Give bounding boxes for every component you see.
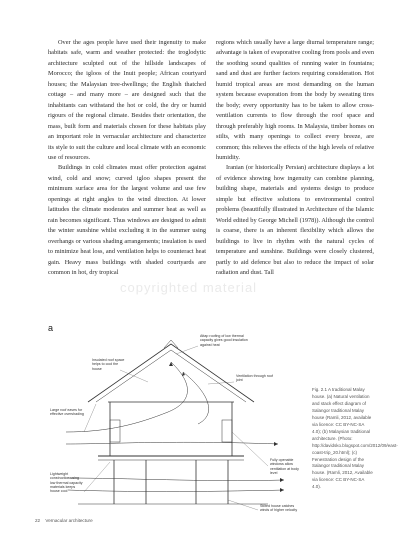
annotation-lightweight-construction: Lightweight construction using low thermal capacity materials keeps house cool bbox=[50, 472, 83, 494]
figure-caption: Fig. 2.1 A traditional Malay house. (a) Natural ventilation and stack effect diagram of Salangor traditional Malay house (Ramli, 2012, available via licence: CC BY-NC-SA 4.0); (b) Malaysian traditional architecture. (Photo: http://davidsko.blogspot.com/2012/09/east-coast-trip_20.html); (c) Fenestration design of the Salangor traditional Malay house. (Ramli, 2012, Available via licence: CC BY-NC-SA 4.0). bbox=[312, 387, 398, 490]
body-paragraph: regions which usually have a large diurnal temperature range; advantage is taken of evaporative cooling from pools and even the soothing sound qualities of running water in fountains; sand and dust are further factors requiring consideration. Hot humid tropical areas are most demanding on the human system because evaporation from the body by sweating tires the body; every opportunity has to be taken to allow cross-ventilation currents to flow through the roof space and through preferably high rooms. In Malaysia, timber homes on stilts, with many openings to collect every breeze, are common; this relieves the effects of the high levels of relative humidity. bbox=[216, 39, 374, 161]
house-section-drawing bbox=[48, 332, 306, 520]
annotation-insulated-roof: Insulated roof space helps to cool the house bbox=[92, 358, 125, 371]
page-number: 22 bbox=[35, 518, 41, 523]
annotation-large-eaves: Large roof eaves for effective overshading bbox=[50, 408, 84, 417]
annotation-openable-windows: Fully openable windows allow ventilation at body level bbox=[270, 458, 299, 475]
annotation-attap-roofing: Attap roofing of low thermal capacity gives good insulation against heat bbox=[200, 334, 248, 347]
roof-outline bbox=[88, 344, 254, 402]
text-column-right bbox=[216, 38, 374, 278]
watermark: copyrighted material bbox=[120, 280, 258, 295]
body-paragraph: Over the ages people have used their ingenuity to make habitats safe, warm and weather protected: the troglodytic architecture sculpted out of the hillside landscapes of Morocco; the igloos of the Inuit people; African courtyard houses; the Malaysian tree-dwellings; the English thatched cottage – and many more – are designed such that the inhabitants can withstand the hot or cold, the dry or humid rigours of the regional climate. Besides their orientation, the mass, built form and materials chosen for these habitats play an important role in vernacular architecture and characterize its style to suit the culture and local climate with an economic use of resources. bbox=[48, 39, 206, 161]
body-paragraph: Buildings in cold climates must offer protection against wind, cold and snow; curved igloo shapes present the minimum surface area for the largest volume and use few openings at right angles to the wind direction. At lower latitudes the climate moderates and summer heat as well as rain becomes significant. Thus windows are designed to admit the winter sunshine whilst excluding it in the summer using overhangs or various shading arrangements; insulation is used to minimize heat loss, and ventilation helps to counteract heat gain. Heavy mass buildings with shaded courtyards are common in hot, dry tropical bbox=[48, 164, 206, 276]
body-paragraph: Iranian (or historically Persian) architecture displays a lot of evidence showing how ingenuity can combine planning, building shape, materials and systems design to produce simple but effective solutions to environmental control problems (beautifully illustrated in Architecture of the Islamic World edited by George Michell (1978)). Although the control is coarse, there is an inherent flexibility which allows the buildings to live in rhythm with the natural cycles of temperature and sunshine. Buildings were closely clustered, partly to aid defence but also to reduce the impact of solar radiation and dust. Tall bbox=[216, 164, 374, 276]
annotation-roof-joint-ventilation: Ventilation through roof joint bbox=[236, 374, 273, 383]
malay-house-diagram bbox=[48, 332, 306, 520]
page-footer bbox=[35, 518, 93, 523]
figure-panel-letter: a bbox=[48, 323, 54, 333]
running-title: Vernacular architecture bbox=[45, 518, 93, 523]
text-column-left bbox=[48, 38, 206, 278]
annotation-stilted-house: Stilted house catches winds of higher velocity bbox=[260, 504, 298, 513]
